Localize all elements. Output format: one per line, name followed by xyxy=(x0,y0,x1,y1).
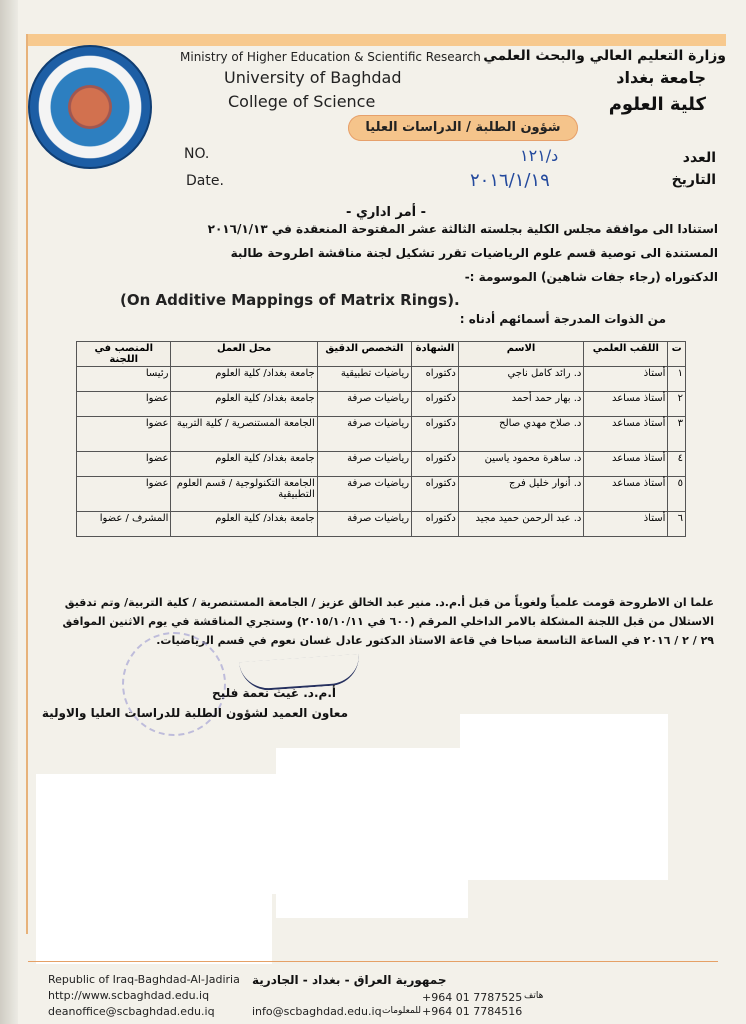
table-cell: أستاذ مساعد xyxy=(584,417,668,452)
department-ribbon-text: شؤون الطلبة / الدراسات العليا xyxy=(365,120,561,135)
table-cell: عضوا xyxy=(77,392,171,417)
signature-title: معاون العميد لشؤون الطلبة للدراسات العليا والاولية xyxy=(41,706,348,720)
table-cell: جامعة بغداد/ كلية العلوم xyxy=(171,367,317,392)
table-cell: ٣ xyxy=(668,417,686,452)
committee-table xyxy=(76,341,686,537)
table-cell: رئيسا xyxy=(77,367,171,392)
table-cell: رياضيات صرفة xyxy=(317,417,411,452)
footer-info-email: info@scbaghdad.edu.iq xyxy=(252,1005,382,1018)
table-header-index: ت xyxy=(668,342,686,367)
table-cell: عضوا xyxy=(77,477,171,512)
table-header-workplace: محل العمل xyxy=(171,342,317,367)
table-row xyxy=(77,452,686,477)
table-cell: المشرف / عضوا xyxy=(77,512,171,537)
table-cell: الجامعة التكنولوجية / قسم العلوم التطبيقية xyxy=(171,477,317,512)
table-cell: أستاذ مساعد xyxy=(584,392,668,417)
ministry-name-en: Ministry of Higher Education & Scientific Research xyxy=(180,50,481,64)
number-label: NO. xyxy=(184,146,210,162)
ministry-name-ar: وزارة التعليم العالي والبحث العلمي xyxy=(483,48,726,64)
footer-dean-email: deanoffice@scbaghdad.edu.iq xyxy=(48,1005,215,1018)
department-ribbon xyxy=(348,115,578,141)
table-header-degree: الشهادة xyxy=(412,342,459,367)
table-cell: د. صلاح مهدي صالح xyxy=(458,417,584,452)
table-cell: رياضيات صرفة xyxy=(317,512,411,537)
redaction-box xyxy=(36,890,272,964)
table-cell: الجامعة المستنصرية / كلية التربية xyxy=(171,417,317,452)
table-cell: أستاذ مساعد xyxy=(584,452,668,477)
table-cell: رياضيات صرفة xyxy=(317,392,411,417)
college-name-ar: كلية العلوم xyxy=(608,94,706,115)
table-header-role: المنصب في اللجنة xyxy=(77,342,171,367)
order-title: - أمر اداري - xyxy=(346,205,426,220)
table-cell: جامعة بغداد/ كلية العلوم xyxy=(171,452,317,477)
table-cell: ٦ xyxy=(668,512,686,537)
note-line-3: ٢٩ / ٢ / ٢٠١٦ في الساعة التاسعة صباحا في قاعة الاستاذ الدكتور عادل غسان نعوم في قسم الرياضيات. xyxy=(156,634,714,647)
table-cell: أستاذ xyxy=(584,367,668,392)
committee-table-wrapper xyxy=(76,341,686,537)
table-header-name: الاسم xyxy=(458,342,584,367)
table-header-row xyxy=(77,342,686,367)
table-row xyxy=(77,417,686,452)
stamp xyxy=(122,632,226,736)
table-cell: د. أنوار خليل فرج xyxy=(458,477,584,512)
footer-info-label: للمعلومات xyxy=(382,1006,421,1016)
university-name-en: University of Baghdad xyxy=(224,68,402,87)
table-cell: د. بهار حمد أحمد xyxy=(458,392,584,417)
redaction-box xyxy=(460,714,668,880)
table-cell: دكتوراه xyxy=(412,452,459,477)
table-cell: ١ xyxy=(668,367,686,392)
date-label-ar: التاريخ xyxy=(671,172,716,188)
table-cell: دكتوراه xyxy=(412,512,459,537)
body-paragraph-1: استنادا الى موافقة مجلس الكلية بجلسته الثالثة عشر المفتوحة المنعقدة في ٢٠١٦/١/١٣ xyxy=(207,222,718,236)
number-label-ar: العدد xyxy=(682,150,716,166)
table-cell: أستاذ xyxy=(584,512,668,537)
table-row xyxy=(77,477,686,512)
footer-line xyxy=(28,961,718,962)
table-cell: ٢ xyxy=(668,392,686,417)
table-cell: د. ساهرة محمود ياسين xyxy=(458,452,584,477)
table-cell: عضوا xyxy=(77,452,171,477)
footer-address-en: Republic of Iraq-Baghdad-Al-Jadiria xyxy=(48,973,240,986)
table-cell: جامعة بغداد/ كلية العلوم xyxy=(171,512,317,537)
thesis-title: (On Additive Mappings of Matrix Rings). xyxy=(120,291,460,309)
table-row xyxy=(77,512,686,537)
note-line-1: علما ان الاطروحة قومت علمياً ولغوياً من قبل أ.م.د. منير عبد الخالق عزيز / الجامعة المستنصرية / كلية التربية/ وتم تدقيق xyxy=(64,596,714,609)
table-cell: دكتوراه xyxy=(412,417,459,452)
date-value: ٢٠١٦/١/١٩ xyxy=(470,170,550,191)
footer-phone: +964 01 7787525 xyxy=(422,991,523,1004)
table-cell: جامعة بغداد/ كلية العلوم xyxy=(171,392,317,417)
table-cell: عضوا xyxy=(77,417,171,452)
table-header-specialty: التخصص الدقيق xyxy=(317,342,411,367)
table-row xyxy=(77,392,686,417)
note-line-2: الاستلال من قبل اللجنة المشكلة بالامر الداخلي المرقم (٦٠٠ في ٢٠١٥/١٠/١١) وستجري المناقشة في يوم الاثنين الموافق xyxy=(62,615,714,628)
table-cell: رياضيات صرفة xyxy=(317,477,411,512)
table-cell: ٤ xyxy=(668,452,686,477)
table-cell: أستاذ مساعد xyxy=(584,477,668,512)
college-logo xyxy=(28,45,152,169)
table-cell: د. عبد الرحمن حميد مجيد xyxy=(458,512,584,537)
number-value: د/١٢١ xyxy=(520,146,559,165)
footer-address-ar: جمهورية العراق - بغداد - الجادرية xyxy=(252,973,447,987)
table-header-title: اللقب العلمي xyxy=(584,342,668,367)
table-cell: د. رائد كامل ناجي xyxy=(458,367,584,392)
redaction-box xyxy=(36,774,282,894)
signature-name: أ.م.د. غيث نعمة فليح xyxy=(212,686,336,700)
table-cell: ٥ xyxy=(668,477,686,512)
redaction-box xyxy=(276,748,468,918)
college-name-en: College of Science xyxy=(228,92,376,111)
university-name-ar: جامعة بغداد xyxy=(616,68,706,87)
footer-website: http://www.scbaghdad.edu.iq xyxy=(48,989,210,1002)
list-intro: من الذوات المدرجة أسمائهم أدناه : xyxy=(459,312,666,326)
date-label: Date. xyxy=(186,173,224,189)
table-cell: دكتوراه xyxy=(412,367,459,392)
footer-phone-label: هاتف xyxy=(524,991,544,1001)
body-paragraph-2: المستندة الى توصية قسم علوم الرياضيات تقرر تشكيل لجنة مناقشة اطروحة طالبة xyxy=(230,246,718,260)
table-cell: دكتوراه xyxy=(412,477,459,512)
table-cell: دكتوراه xyxy=(412,392,459,417)
body-paragraph-3: الدكتوراه (رجاء جفات شاهين) الموسومة :- xyxy=(464,270,718,284)
footer-phone-2: +964 01 7784516 xyxy=(422,1005,523,1018)
table-cell: رياضيات تطبيقية xyxy=(317,367,411,392)
table-cell: رياضيات صرفة xyxy=(317,452,411,477)
table-row xyxy=(77,367,686,392)
